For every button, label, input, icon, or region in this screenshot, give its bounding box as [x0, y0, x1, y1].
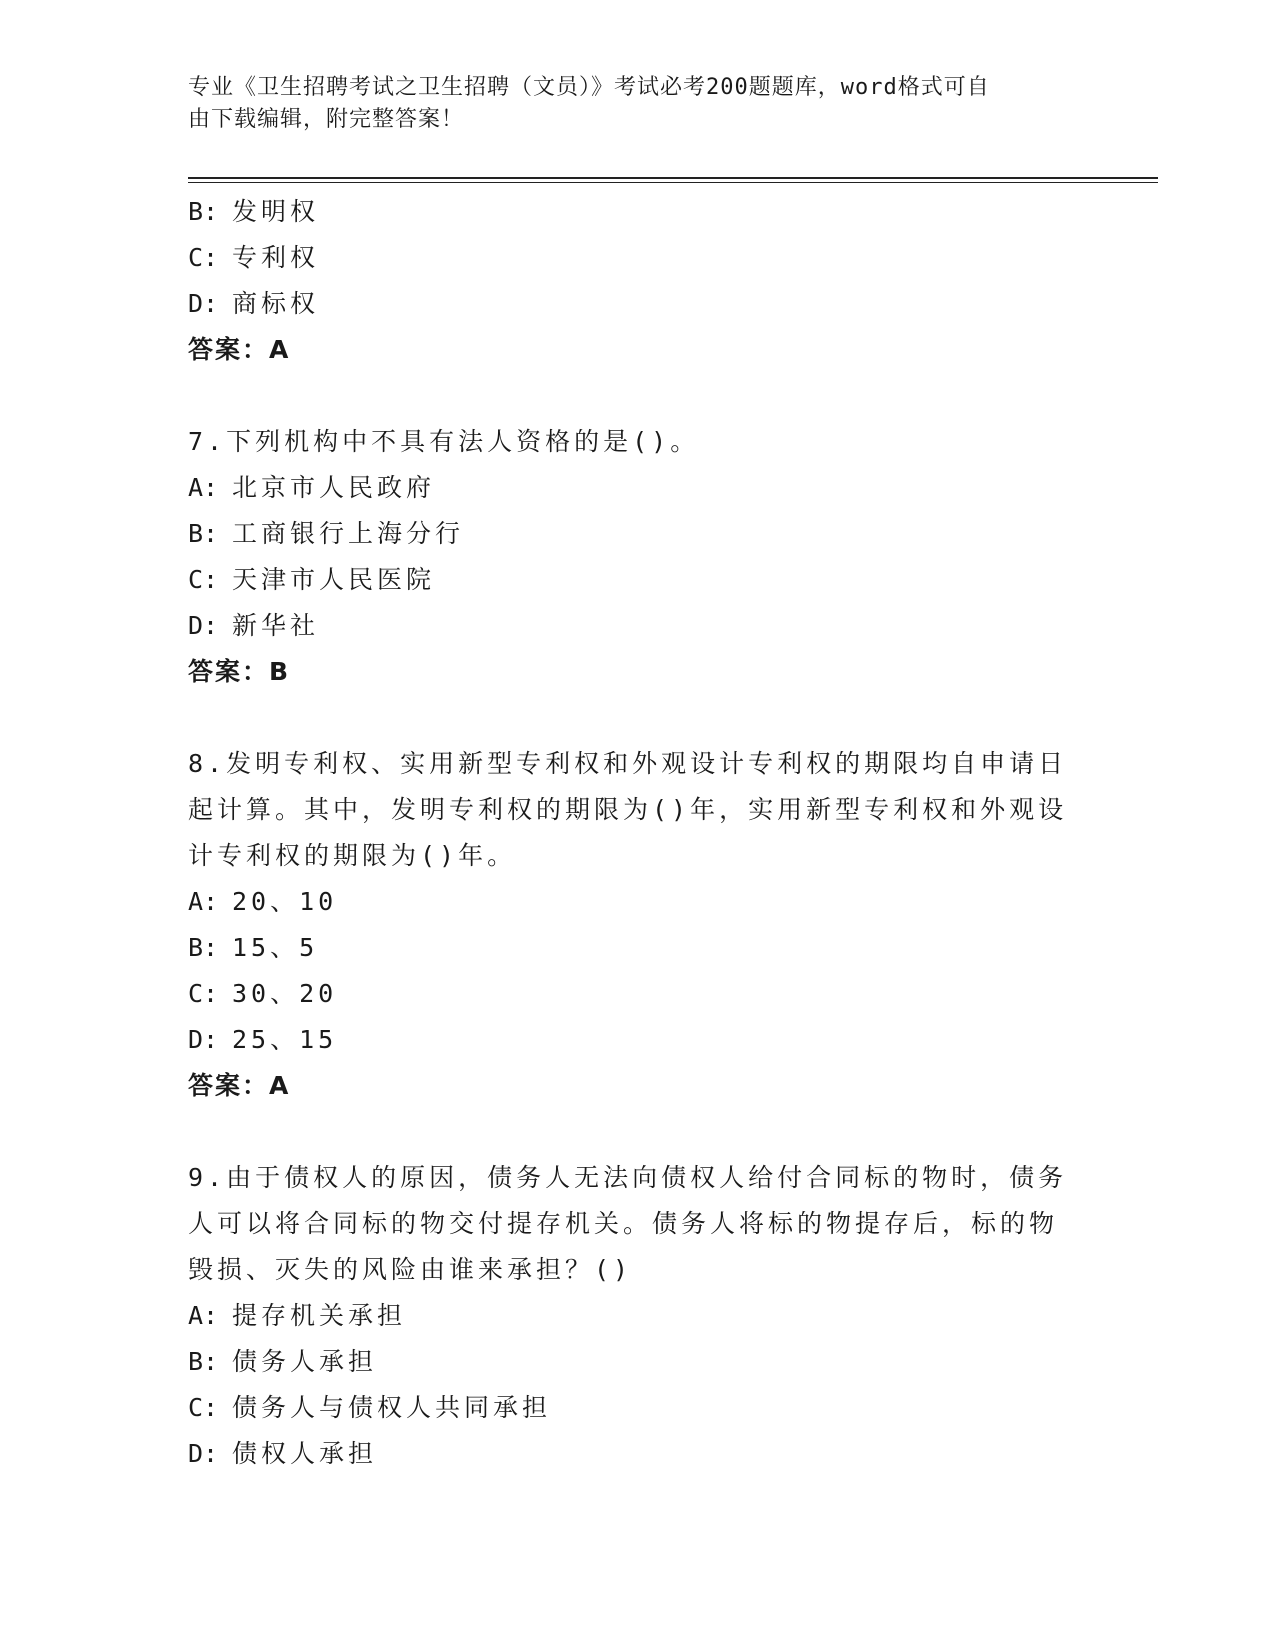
- option-a: [188, 879, 1068, 925]
- option-d: [188, 281, 1068, 327]
- option-c: [188, 1385, 1068, 1431]
- answer-line: 答案：A: [188, 335, 291, 364]
- option-text: 发明权: [232, 197, 320, 226]
- document-header: [188, 72, 1068, 136]
- answer-line: 答案：B: [188, 657, 291, 686]
- question-stem-line-3: 计专利权的期限为()年。: [188, 841, 517, 870]
- option-text: 30、20: [232, 979, 338, 1008]
- question-stem-line-1: 8.发明专利权、实用新型专利权和外观设计专利权的期限均自申请日: [188, 749, 1068, 778]
- option-key: C:: [188, 1393, 219, 1422]
- question-stem-line-1: 9.由于债权人的原因，债务人无法向债权人给付合同标的物时，债务: [188, 1163, 1068, 1192]
- option-c: [188, 971, 1068, 1017]
- question-6-tail: [188, 189, 1068, 373]
- question-stem-line-3: 毁损、灭失的风险由谁来承担？(): [188, 1255, 633, 1284]
- option-text: 20、10: [232, 887, 338, 916]
- option-b: [188, 925, 1068, 971]
- question-stem-line-2: 人可以将合同标的物交付提存机关。债务人将标的物提存后，标的物: [188, 1209, 1059, 1238]
- header-divider: [188, 177, 1158, 183]
- option-c: [188, 557, 1068, 603]
- option-text: 工商银行上海分行: [232, 519, 465, 548]
- option-key: D:: [188, 1439, 219, 1468]
- option-b: [188, 189, 1068, 235]
- option-text: 北京市人民政府: [232, 473, 436, 502]
- header-line-2: 由下载编辑，附完整答案！: [188, 107, 465, 132]
- question-9: [188, 1155, 1068, 1477]
- question-7: [188, 419, 1068, 695]
- option-key: B:: [188, 197, 219, 226]
- option-text: 25、15: [232, 1025, 338, 1054]
- option-b: [188, 1339, 1068, 1385]
- option-key: A:: [188, 1301, 219, 1330]
- option-key: A:: [188, 473, 219, 502]
- option-text: 15、5: [232, 933, 319, 962]
- option-text: 债权人承担: [232, 1439, 378, 1468]
- option-a: [188, 465, 1068, 511]
- option-key: A:: [188, 887, 219, 916]
- option-text: 天津市人民医院: [232, 565, 436, 594]
- option-b: [188, 511, 1068, 557]
- option-key: C:: [188, 243, 219, 272]
- option-text: 专利权: [232, 243, 320, 272]
- spacer: [188, 373, 1068, 419]
- answer-line: 答案：A: [188, 1071, 291, 1100]
- option-text: 债务人承担: [232, 1347, 378, 1376]
- option-d: [188, 603, 1068, 649]
- option-text: 债务人与债权人共同承担: [232, 1393, 552, 1422]
- option-key: D:: [188, 1025, 219, 1054]
- option-text: 商标权: [232, 289, 320, 318]
- option-text: 新华社: [232, 611, 320, 640]
- spacer: [188, 695, 1068, 741]
- spacer: [188, 1109, 1068, 1155]
- question-list: [188, 189, 1068, 1477]
- option-d: [188, 1017, 1068, 1063]
- option-key: D:: [188, 289, 219, 318]
- document-page: [188, 0, 1158, 1650]
- option-key: C:: [188, 565, 219, 594]
- header-line-1: 专业《卫生招聘考试之卫生招聘（文员）》考试必考200题题库，word格式可自: [188, 75, 990, 100]
- option-key: C:: [188, 979, 219, 1008]
- question-stem-line-2: 起计算。其中，发明专利权的期限为()年，实用新型专利权和外观设: [188, 795, 1068, 824]
- option-c: [188, 235, 1068, 281]
- option-key: B:: [188, 1347, 219, 1376]
- option-key: B:: [188, 933, 219, 962]
- question-8: [188, 741, 1068, 1109]
- option-text: 提存机关承担: [232, 1301, 407, 1330]
- question-stem: 7.下列机构中不具有法人资格的是()。: [188, 427, 700, 456]
- option-a: [188, 1293, 1068, 1339]
- option-key: B:: [188, 519, 219, 548]
- option-key: D:: [188, 611, 219, 640]
- option-d: [188, 1431, 1068, 1477]
